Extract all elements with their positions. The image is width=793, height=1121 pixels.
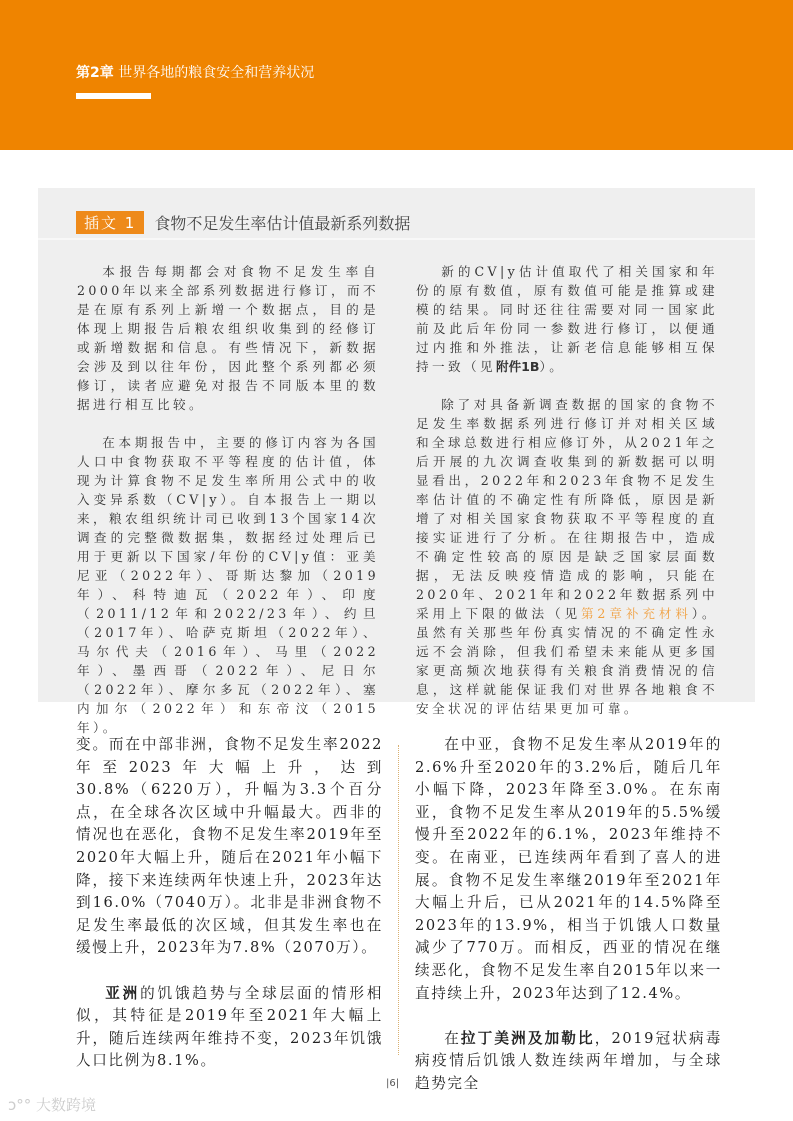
watermark-icon: ↄ°° [8,1096,32,1114]
region-name: 拉丁美洲及加勒比 [460,1029,595,1047]
paragraph [416,262,718,376]
watermark-text: 大数跨境 [36,1096,97,1114]
text: 新的CV|y估计值取代了相关国家和年份的原有数值，原有数值可能是推算或建模的结果。同时还往往需要对同一国家此前及此后年份同一参数进行修订，以便通过内推和外推法，让新老信息能够相互保持一致（见 [416,264,718,374]
sidebar-box [38,188,755,735]
chapter-title: 世界各地的粮食安全和营养状况 [118,65,315,81]
annex-reference: 附件1B [495,359,540,374]
text: 除了对具备新调查数据的国家的食物不足发生率数据系列进行修订并对相关区域和全球总数进行相应修订外，从2021年之后开展的九次调查收集到的新数据可以明显看出，2022年和2023年食物不足发生率估计值的不确定性有所降低，原因是新增了对相关国家食物获取不平等程度的直接实证进行了分析。在往期报告中，造成不确定性较高的原因是缺乏国家层面数据，无法反映疫情造成的影响，只能在2020年、2021年和2022年数据系列中采用上下限的做法（见 [416,397,718,621]
box-heading [76,211,410,234]
paragraph [76,983,383,1073]
chapter-bar [76,93,151,99]
paragraph: 变。而在中部非洲，食物不足发生率2022年至2023年大幅上升，达到30.8%（6220万），升幅为3.3个百分点，在全球各次区域中升幅最大。西非的情况也在恶化，食物不足发生率2019年至2020年大幅上升，随后在2021年小幅下降，接下来连续两年快速上升，2023年达到16.0%（7040万）。北非是非洲食物不足发生率最低的次区域，但其发生率也在缓慢上升，2023年为7.8%（2070万）。 [76,736,383,957]
page-number: |6| [386,1078,400,1089]
chapter-heading [76,62,314,82]
supplementary-material-link[interactable]: 第2章补充材料 [580,606,692,621]
paragraph [415,1028,722,1096]
box-right-column [416,262,718,737]
text: 在 [444,1029,461,1047]
paragraph: 在本期报告中，主要的修订内容为各国人口中食物获取不平等程度的估计值，体现为计算食物不足发生率所用公式中的收入变异系数（CV|y）。自本报告上一期以来，粮农组织统计司已收到13个国家14次调查的完整微数据集，数据经过处理后已用于更新以下国家/年份的CV|y值：亚美尼亚（2022年）、哥斯达黎加（2019年）、科特迪瓦（2022年）、印度（2011/12年和2022/23年）、约旦（2017年）、哈萨克斯坦（2022年）、马尔代夫（2016年）、马里（2022年）、墨西哥（2022年）、尼日尔（2022年）、摩尔多瓦（2022年）、塞内加尔（2022年）和东帝汶（2015年）。 [77,435,379,735]
body-right-column [415,734,722,1118]
text: 的饥饿趋势与全球层面的情形相似，其特征是2019年至2021年大幅上升，随后连续两年维持不变，2023年饥饿人口比例为8.1%。 [76,984,384,1070]
watermark-logo [8,1094,96,1115]
paragraph: 本报告每期都会对食物不足发生率自2000年以来全部系列数据进行修订，而不是在原有系列上新增一个数据点，目的是体现上期报告后粮农组织收集到的经修订或新增数据和信息。有些情况下，新数据会涉及到以往年份，因此整个系列都必须修订，读者应避免对报告不同版本里的数据进行相互比较。 [77,264,379,412]
box-left-column [77,262,379,756]
box-label: 插文 1 [76,211,144,234]
box-title: 食物不足发生率估计值最新系列数据 [154,214,411,233]
text: ）。虽然有关那些年份真实情况的不确定性永远不会消除，但我们希望未来能从更多国家更高频次地获得有关粮食消费情况的信息，这样就能保证我们对世界各地粮食不安全状况的评估结果更加可靠。 [416,606,718,716]
chapter-header [0,0,793,150]
divider [38,238,755,240]
region-name: 亚洲 [105,984,141,1002]
text: ）。 [539,359,566,374]
column-divider [398,745,399,1055]
paragraph [416,395,718,718]
chapter-number: 第2章 [76,65,114,81]
body-left-column [76,734,383,1096]
paragraph: 在中亚，食物不足发生率从2019年的2.6%升至2020年的3.2%后，随后几年小幅下降，2023年降至3.0%。在东南亚，食物不足发生率从2019年的5.5%缓慢升至2022年的6.1%，2023年维持不变。在南亚，已连续两年看到了喜人的进展。食物不足发生率继2019年至2021年大幅上升后，已从2021年的14.5%降至2023年的13.9%，相当于饥饿人口数量减少了770万。而相反，西亚的情况在继续恶化，食物不足发生率自2015年以来一直持续上升，2023年达到了12.4%。 [415,736,722,1002]
text: ，2019冠状病毒病疫情后饥饿人数连续两年增加，与全球趋势完全 [415,1029,722,1092]
